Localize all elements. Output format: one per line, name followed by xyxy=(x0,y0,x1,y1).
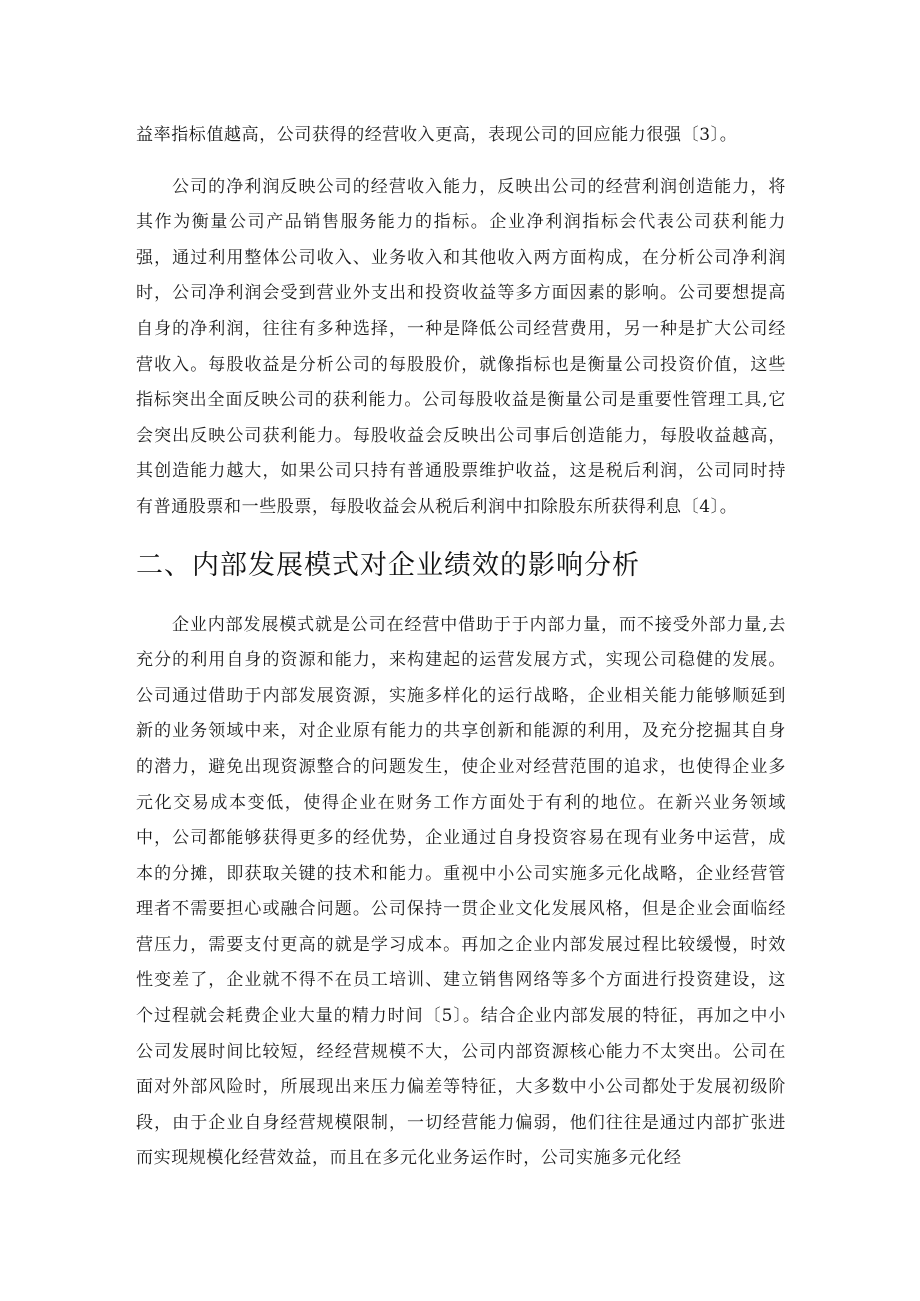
paragraph-internal-development: 企业内部发展模式就是公司在经营中借助于于内部力量，而不接受外部力量,去充分的利用自身的资源和能力，来构建起的运营发展方式，实现公司稳健的发展。公司通过借助于内部发展资源，实施多样化的运行战略，企业相关能力能够顺延到新的业务领域中来，对企业原有能力的共享创新和能源的利用，及充分挖掘其自身的潜力，避免出现资源整合的问题发生，使企业对经营范围的追求，也使得企业多元化交易成本变低，使得企业在财务工作方面处于有利的地位。在新兴业务领域中，公司都能够获得更多的经优势，企业通过自身投资容易在现有业务中运营，成本的分摊，即获取关键的技术和能力。重视中小公司实施多元化战略，企业经营管理者不需要担心或融合问题。公司保持一贯企业文化发展风格，但是企业会面临经营压力，需要支付更高的就是学习成本。再加之企业内部发展过程比较缓慢，时效性变差了，企业就不得不在员工培训、建立销售网络等多个方面进行投资建设，这个过程就会耗费企业大量的精力时间〔5〕。结合企业内部发展的特征，再加之中小公司发展时间比较短，经经营规模不大，公司内部资源核心能力不太突出。公司在面对外部风险时，所展现出来压力偏差等特征，大多数中小公司都处于发展初级阶段，由于企业自身经营规模限制，一切经营能力偏弱，他们往往是通过内部扩张进而实现规模化经营效益，而且在多元化业务运作时，公司实施多元化经 xyxy=(136,614,786,1169)
document-body xyxy=(136,118,786,1177)
paragraph-net-profit: 公司的净利润反映公司的经营收入能力，反映出公司的经营利润创造能力，将其作为衡量公司产品销售服务能力的指标。企业净利润指标会代表公司获利能力强，通过利用整体公司收入、业务收入和其他收入两方面构成，在分析公司净利润时，公司净利润会受到营业外支出和投资收益等多方面因素的影响。公司要想提高自身的净利润，往往有多种选择，一种是降低公司经营费用，另一种是扩大公司经营收入。每股收益是分析公司的每股股价，就像指标也是衡量公司投资价值，这些指标突出全面反映公司的获利能力。公司每股收益是衡量公司是重要性管理工具,它会突出反映公司获利能力。每股收益会反映出公司事后创造能力，每股收益越高，其创造能力越大，如果公司只持有普通股票维护收益，这是税后利润，公司同时持有普通股票和一些股票，每股收益会从税后利润中扣除股东所获得利息〔4〕。 xyxy=(136,176,786,517)
paragraph-continuation: 益率指标值越高，公司获得的经营收入更高，表现公司的回应能力很强〔3〕。 xyxy=(136,125,738,145)
section-heading: 二、内部发展模式对企业绩效的影响分析 xyxy=(136,549,640,581)
